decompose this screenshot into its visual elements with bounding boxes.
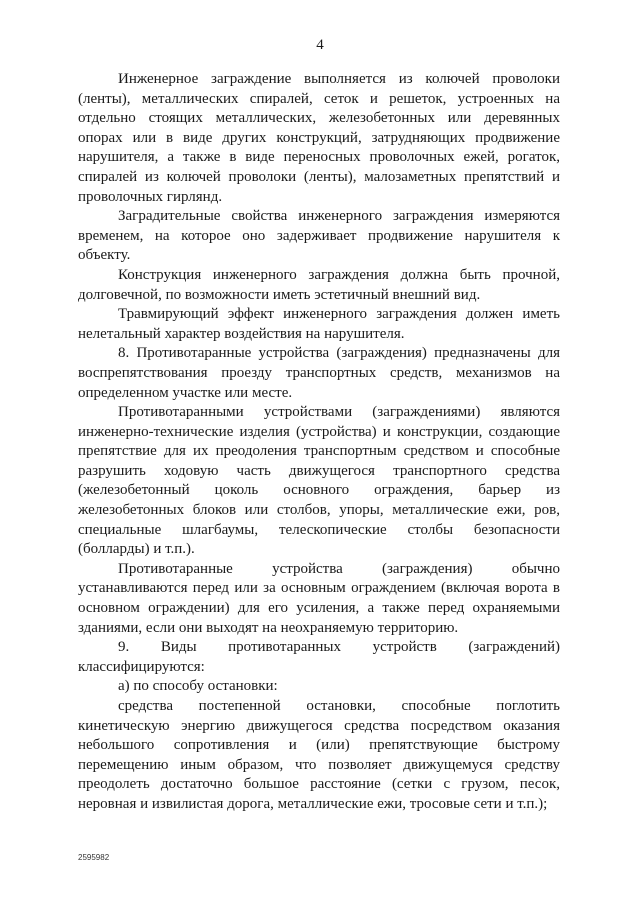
- paragraph-anti-ram-installation: Противотаранные устройства (заграждения) обычно устанавливаются перед или за основным ограждением (включая ворота в основном ограждении) для его усиления, а также перед охраняемыми зданиями, если они выходят на неохраняемую территорию.: [78, 560, 560, 636]
- paragraph-barrier-properties: Заградительные свойства инженерного заграждения измеряются временем, на которое оно задерживает продвижение нарушителя к объекту.: [78, 208, 560, 264]
- paragraph-gradual-stop-means: средства постепенной остановки, способные поглотить кинетическую энергию движущегося средства посредством оказания небольшого сопротивления и (или) препятствующие быстрому перемещению иным образом, что позволяет движущемуся средству преодолеть достаточно большое расстояние (сетки с грузом, песок, неровная и извилистая дорога, металлические ежи, тросовые сети и т.п.);: [78, 698, 560, 812]
- document-body: [78, 70, 560, 815]
- paragraph-section-9: 9. Виды противотаранных устройств (заграждений) классифицируются:: [78, 639, 560, 675]
- paragraph-section-8: 8. Противотаранные устройства (заграждения) предназначены для воспрепятствования проезду транспортных средств, механизмов на определенном участке или месте.: [78, 345, 560, 401]
- paragraph-anti-ram-devices-definition: Противотаранными устройствами (заграждениями) являются инженерно-технические изделия (устройства) и конструкции, создающие препятствие для их преодоления транспортным средством и способные разрушить ходовую часть движущегося транспортного средства (железобетонный цоколь основного ограждения, барьер из железобетонных блоков или столбов, упоры, металлические ежи, ров, специальные шлагбаумы, телескопические столбы безопасности (болларды) и т.п.).: [78, 404, 560, 558]
- document-code: 2595982: [78, 853, 110, 862]
- paragraph-barrier-construction: Конструкция инженерного заграждения должна быть прочной, долговечной, по возможности иметь эстетичный внешний вид.: [78, 266, 560, 303]
- paragraph-subsection-a: а) по способу остановки:: [118, 678, 278, 695]
- paragraph-engineering-barrier-materials: Инженерное заграждение выполняется из колючей проволоки (ленты), металлических спиралей, сеток и решеток, устроенных на отдельно стоящих металлических, железобетонных или деревянных опорах или в виде других конструкций, затрудняющих продвижение нарушителя, а также в виде переносных проволочных ежей, рогаток, спиралей из колючей проволоки (ленты), малозаметных препятствий и проволочных гирлянд.: [78, 71, 560, 205]
- page-number: 4: [316, 37, 324, 53]
- paragraph-traumatic-effect: Травмирующий эффект инженерного заграждения должен иметь нелетальный характер воздействия на нарушителя.: [78, 306, 560, 342]
